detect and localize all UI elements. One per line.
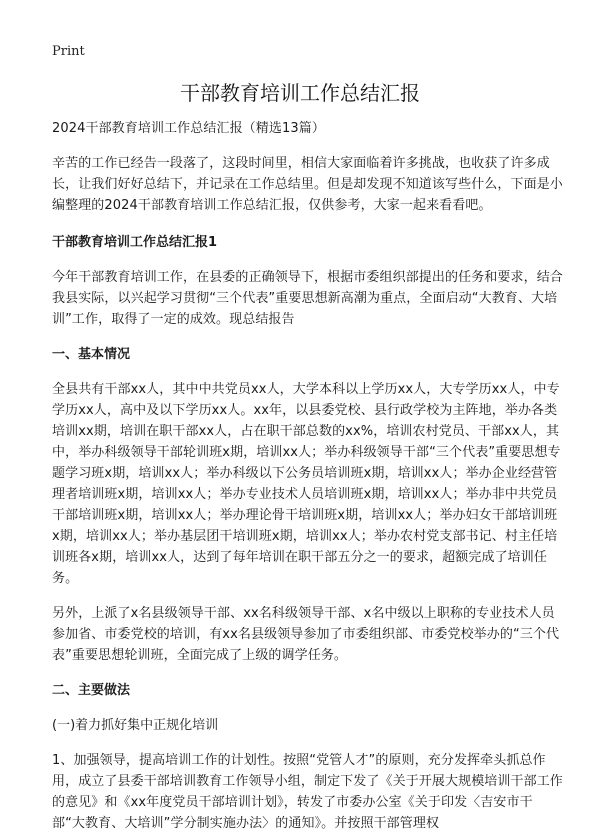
- page-title: 干部教育培训工作总结汇报: [180, 81, 420, 105]
- article-heading: 干部教育培训工作总结汇报1: [52, 235, 218, 250]
- article-body: [52, 118, 564, 834]
- article-intro-paragraph: 今年干部教育培训工作，在县委的正确领导下，根据市委组织部提出的任务和要求，结合我县实际，以兴起学习贯彻“三个代表”重要思想新高潮为重点，全面启动“大教育、大培训”工作，取得了一定的成效。现总结报告: [52, 270, 563, 327]
- section1-paragraph-1: 全县共有干部xx人，其中中共党员xx人，大学本科以上学历xx人，大专学历xx人，中专学历xx人，高中及以下学历xx人。xx年，以县委党校、县行政学校为主阵地，举办各类培训xx期，培训在职干部xx人，占在职干部总数的xx%，培训农村党员、干部xx人，其中，举办科级领导干部轮训班x期，培训xx人；举办科级领导干部“三个代表”重要思想专题学习班x期，培训xx人；举办科级以下公务员培训班x期，培训xx人；举办企业经营管理者培训班x期，培训xx人；举办专业技术人员培训班x期，培训xx人；举办非中共党员干部培训班x期，培训xx人；举办理论骨干培训班x期，培训xx人；举办妇女干部培训班x期，培训xx人；举办基层团干培训班x期，培训xx人；举办农村党支部书记、村主任培训班各x期，培训xx人，达到了每年培训在职干部五分之一的要求，超额完成了培训任务。: [52, 382, 561, 586]
- section1-heading: 一、基本情况: [52, 347, 131, 362]
- section2-heading: 二、主要做法: [52, 683, 131, 698]
- section2-subheading-1: (一)着力抓好集中正规化培训: [52, 718, 219, 733]
- print-link[interactable]: Print: [52, 44, 85, 59]
- intro-paragraph: 辛苦的工作已经告一段落了，这段时间里，相信大家面临着许多挑战，也收获了许多成长，让我们好好总结下，并记录在工作总结里。但是却发现不知道该写些什么，下面是小编整理的2024干部教育培训工作总结汇报，仅供参考，大家一起来看看吧。: [52, 156, 563, 213]
- section2-paragraph-1: 1、加强领导，提高培训工作的计划性。按照“党管人才”的原则，充分发挥牵头抓总作用，成立了县委干部培训教育工作领导小组，制定下发了《关于开展大规模培训干部工作的意见》和《xx年度党员干部培训计划》，转发了市委办公室《关于印发〈吉安市干部“大教育、大培训”学分制实施办法〉的通知》。并按照干部管理权: [52, 753, 563, 831]
- article-subtitle: 2024干部教育培训工作总结汇报（精选13篇）: [52, 121, 325, 136]
- section1-paragraph-2: 另外，上派了x名县级领导干部、xx名科级领导干部、x名中级以上职称的专业技术人员参加省、市委党校的培训，有xx名县级领导参加了市委组织部、市委党校举办的“三个代表”重要思想轮训班，全面完成了上级的调学任务。: [52, 606, 560, 663]
